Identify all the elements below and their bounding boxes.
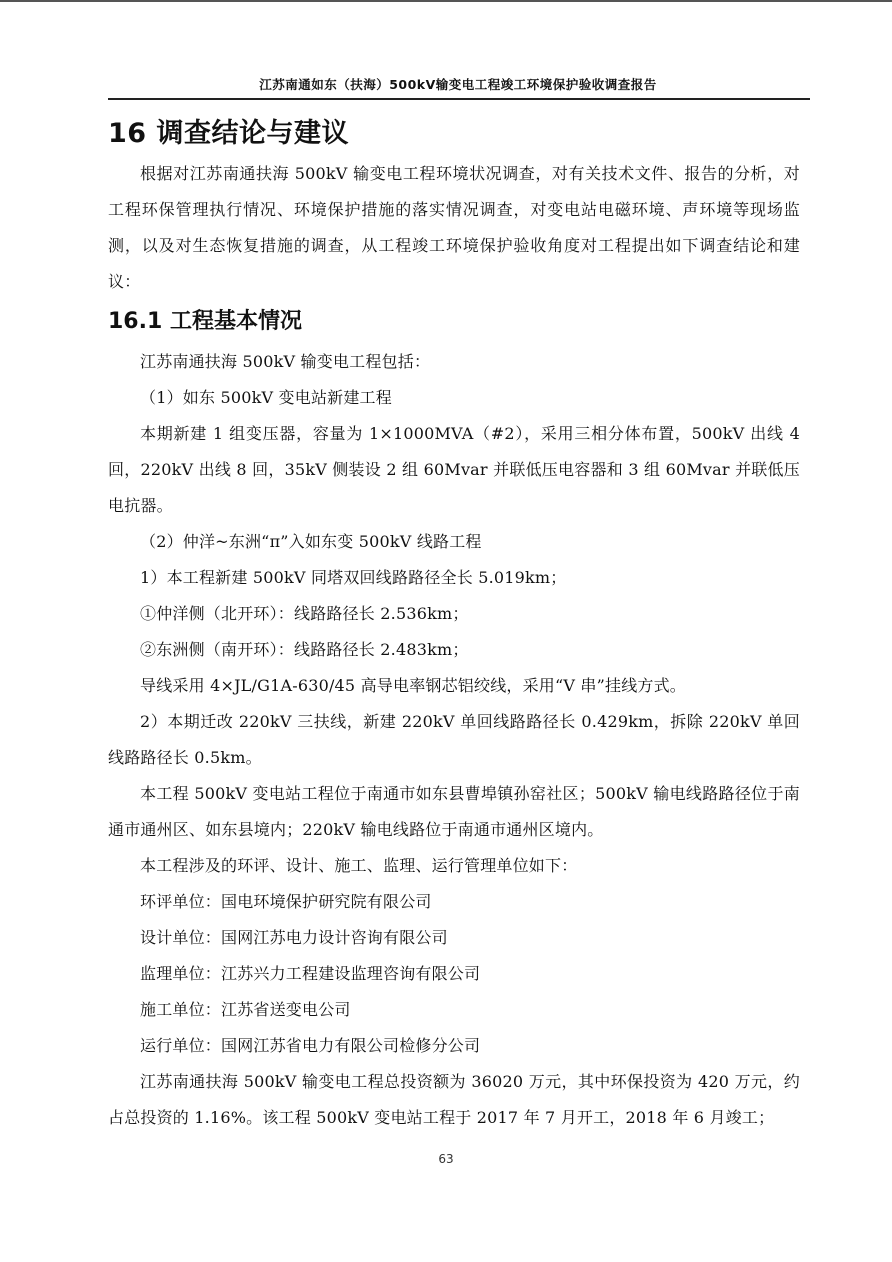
paragraph: 江苏南通扶海 500kV 输变电工程包括：: [140, 352, 431, 371]
paragraph: 本期新建 1 组变压器，容量为 1×1000MVA（#2），采用三相分体布置，500kV 出线 4 回，220kV 出线 8 回，35kV 侧装设 2 组 60Mvar 并联低压电容器和 3 组 60Mvar 并联低压电抗器。: [108, 424, 800, 515]
paragraph: 江苏南通扶海 500kV 输变电工程总投资额为 36020 万元，其中环保投资为 420 万元，约占总投资的 1.16%。该工程 500kV 变电站工程于 2017 年 7 月开工，2018 年 6 月竣工；: [108, 1072, 800, 1127]
paragraph: ①仲洋侧（北开环）：线路路径长 2.536km；: [140, 604, 469, 623]
running-header: 江苏南通如东（扶海）500kV输变电工程竣工环境保护验收调查报告: [259, 77, 657, 92]
paragraph: （2）仲洋~东洲“π”入如东变 500kV 线路工程: [140, 532, 482, 551]
page-top-border: [0, 0, 892, 2]
section-title: 16.1 工程基本情况: [108, 309, 302, 334]
intro-paragraph: 根据对江苏南通扶海 500kV 输变电工程环境状况调查，对有关技术文件、报告的分析，对工程环保管理执行情况、环境保护措施的落实情况调查，对变电站电磁环境、声环境等现场监测，以及对生态恢复措施的调查，从工程竣工环境保护验收角度对工程提出如下调查结论和建议：: [108, 164, 800, 291]
paragraph: 环评单位：国电环境保护研究院有限公司: [140, 892, 432, 911]
chapter-title: 16 调查结论与建议: [108, 118, 349, 149]
paragraph: （1）如东 500kV 变电站新建工程: [140, 388, 392, 407]
document-body: [108, 112, 800, 1136]
paragraph: 本工程 500kV 变电站工程位于南通市如东县曹埠镇孙窑社区；500kV 输电线路路径位于南通市通州区、如东县境内；220kV 输电线路位于南通市通州区境内。: [108, 784, 800, 839]
header-divider: [108, 98, 810, 100]
page-number: 63: [438, 1152, 454, 1166]
paragraph: 本工程涉及的环评、设计、施工、监理、运行管理单位如下：: [140, 856, 578, 875]
paragraph: 2）本期迁改 220kV 三扶线，新建 220kV 单回线路路径长 0.429km，拆除 220kV 单回线路路径长 0.5km。: [108, 712, 800, 767]
paragraph: 运行单位：国网江苏省电力有限公司检修分公司: [140, 1036, 481, 1055]
paragraph: 设计单位：国网江苏电力设计咨询有限公司: [140, 928, 448, 947]
paragraph: 导线采用 4×JL/G1A-630/45 高导电率钢芯铝绞线，采用“V 串”挂线方式。: [140, 676, 686, 695]
paragraph: 监理单位：江苏兴力工程建设监理咨询有限公司: [140, 964, 481, 983]
paragraph: 施工单位：江苏省送变电公司: [140, 1000, 351, 1019]
paragraph: 1）本工程新建 500kV 同塔双回线路路径全长 5.019km；: [140, 568, 567, 587]
paragraph: ②东洲侧（南开环）：线路路径长 2.483km；: [140, 640, 469, 659]
